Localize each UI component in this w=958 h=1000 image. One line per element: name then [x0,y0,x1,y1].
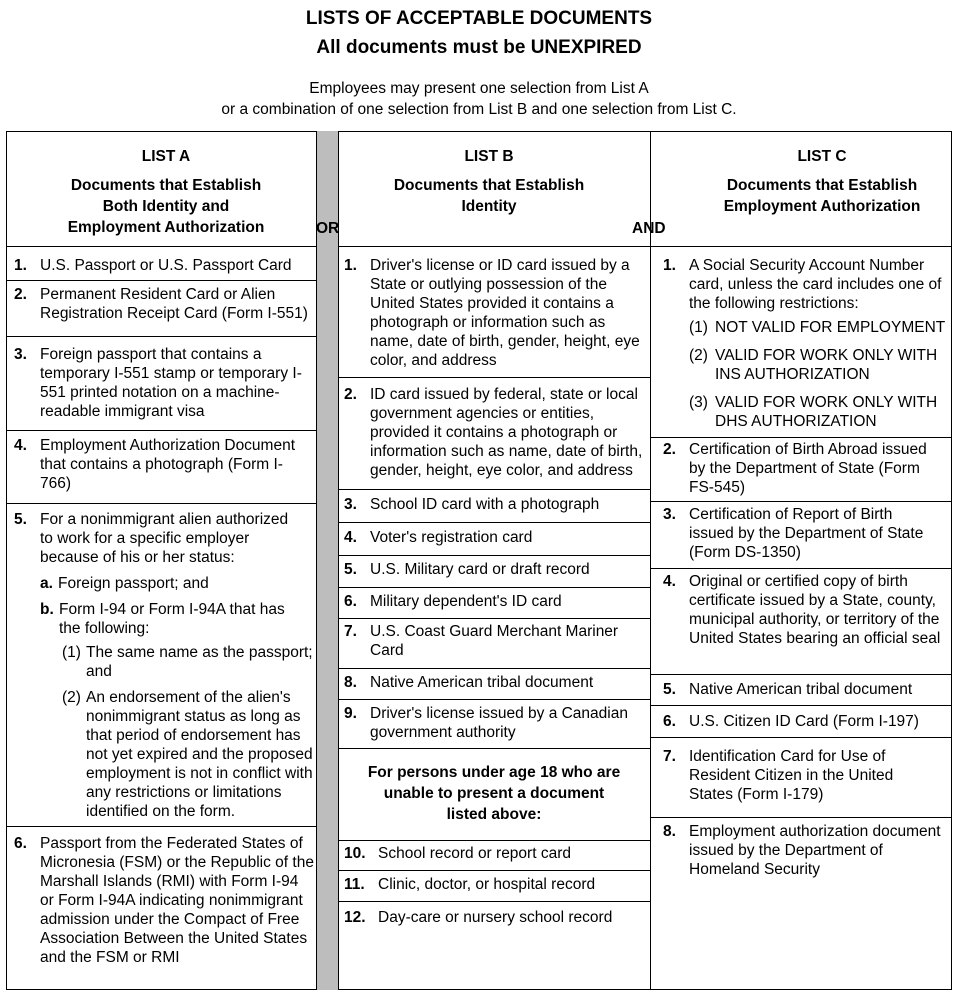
sub-text: Foreign passport; and [58,575,209,592]
item-text: A Social Security Account Number card, unless the card includes one of the following restrictions: [689,257,942,312]
item-number: 1. [344,257,357,274]
item-text: Certification of Report of Birth issued by the Department of State (Form DS-1350) [689,506,924,561]
item-text: ID card issued by federal, state or local government agencies or entities, provided it contains a photograph or information such as name, date of birth, gender, height, eye color, and address [370,386,643,479]
row-divider [650,437,952,438]
row-divider [338,587,650,588]
row-divider [338,555,650,556]
item-number: 1. [663,257,676,274]
column-divider-c [650,131,651,990]
list-b-item [344,256,648,370]
item-number: 6. [663,713,676,730]
item-number: 1. [14,257,27,274]
item-text: Native American tribal document [689,681,913,698]
instructions-line-2: or a combination of one selection from List B and one selection from List C. [221,101,737,118]
list-a-item-5b [40,600,300,638]
item-number: 8. [344,674,357,691]
row-divider [6,826,316,827]
sub-text: VALID FOR WORK ONLY WITH DHS AUTHORIZATION [715,394,938,430]
item-text: U.S. Military card or draft record [370,561,590,578]
item-text: U.S. Coast Guard Merchant Mariner Card [370,623,619,659]
list-c-item [663,572,941,648]
sub-label: (3) [689,394,708,411]
list-c-item [663,747,929,804]
item-number: 5. [344,561,357,578]
list-c-item [663,680,945,699]
row-divider [338,522,650,523]
list-b-desc-line-1: Documents that Establish [393,177,585,194]
row-divider [6,336,316,337]
list-a-item [14,256,314,275]
or-connector: OR [316,220,340,237]
item-text: Original or certified copy of birth certificate issued by a State, county, municipal authority, or territory of the United States bearing an official seal [689,573,941,647]
list-a-item [14,345,304,421]
list-b-item [344,622,634,660]
page-title: LISTS OF ACCEPTABLE DOCUMENTS [305,8,653,29]
minor-note-line-1: For persons under age 18 who are [367,764,621,781]
sub-text: Form I-94 or Form I-94A that has the following: [59,601,285,637]
item-number: 2. [14,286,27,303]
row-divider [650,568,952,569]
item-number: 7. [663,748,676,765]
item-number: 8. [663,823,676,840]
list-c-item [663,505,935,562]
row-divider [650,501,952,502]
sub-label: (2) [689,347,708,364]
list-c-item [663,256,945,313]
item-text: Voter's registration card [370,529,533,546]
list-a-item [14,834,314,967]
item-number: 5. [14,511,27,528]
item-number: 7. [344,623,357,640]
row-divider [338,489,650,490]
item-number: 12. [344,909,366,926]
row-divider [338,246,952,247]
item-text: U.S. Passport or U.S. Passport Card [40,257,292,274]
item-number: 4. [344,529,357,546]
list-b-item [344,673,648,692]
list-a-item [14,510,304,567]
minor-note-line-3: listed above: [446,806,542,823]
item-text: Employment Authorization Document that contains a photograph (Form I-766) [40,437,296,492]
item-text: Driver's license or ID card issued by a State or outlying possession of the United States provided it contains a photograph or information such as name, date of birth, gender, height, eye color, and address [370,257,640,369]
list-b-item [344,385,650,480]
row-divider [650,817,952,818]
list-c-restriction-2 [689,346,949,384]
list-c-restriction-1 [689,318,949,337]
sub-label: (1) [62,644,81,661]
list-a-item-5b2 [62,688,314,821]
row-divider [338,618,650,619]
instructions-line-1: Employees may present one selection from List A [309,80,649,97]
list-c-name: LIST C [797,148,847,165]
item-number: 6. [344,593,357,610]
row-divider [338,840,650,841]
list-c-item [663,712,945,731]
item-text: Employment authorization document issued by the Department of Homeland Security [689,823,941,878]
row-divider [338,377,650,378]
row-divider [6,246,316,247]
list-a-header [6,146,326,238]
item-text: Military dependent's ID card [370,593,562,610]
sub-text: NOT VALID FOR EMPLOYMENT [715,319,946,336]
item-text: Foreign passport that contains a temporary I-551 stamp or temporary I-551 printed notation on a machine-readable immigrant visa [40,346,302,420]
item-number: 11. [344,876,365,893]
row-divider [338,748,650,749]
list-b-item [344,560,648,579]
minor-persons-note [338,762,650,825]
item-text: Native American tribal document [370,674,594,691]
column-divider-a [316,131,317,990]
list-b-item [344,528,648,547]
item-number: 3. [14,346,27,363]
list-c-restriction-3 [689,393,949,431]
row-divider [6,503,316,504]
item-number: 5. [663,681,676,698]
minor-note-line-2: unable to present a document [383,785,605,802]
list-c-item [663,822,945,879]
list-a-desc-line-1: Documents that Establish [70,177,262,194]
list-a-desc-line-3: Employment Authorization [67,219,265,236]
and-connector: AND [632,220,666,237]
item-number: 2. [663,441,676,458]
item-text: Identification Card for Use of Resident Citizen in the United States (Form I-179) [689,748,894,803]
list-b-item [344,875,648,894]
list-c-desc-line-2: Employment Authorization [723,198,921,215]
sub-label: a. [40,575,53,592]
or-separator-band [316,131,338,990]
item-number: 10. [344,845,366,862]
page-subtitle: All documents must be UNEXPIRED [316,37,642,58]
list-a-item [14,436,304,493]
list-b-item [344,592,648,611]
list-b-item [344,844,648,863]
item-number: 6. [14,835,27,852]
item-number: 4. [663,573,676,590]
sub-text: An endorsement of the alien's nonimmigrant status as long as that period of endorsement has not yet expired and the proposed employment is not in conflict with any restrictions or limitations identified on the form. [86,689,313,820]
sub-text: The same name as the passport; and [86,644,313,680]
item-text: Day-care or nursery school record [378,909,613,926]
list-b-name: LIST B [464,148,514,165]
list-a-desc-line-2: Both Identity and [102,198,230,215]
row-divider [338,870,650,871]
item-number: 2. [344,386,357,403]
item-text: School ID card with a photograph [370,496,600,513]
list-c-desc-line-1: Documents that Establish [726,177,918,194]
item-text: Permanent Resident Card or Alien Registration Receipt Card (Form I-551) [40,286,308,322]
list-b-item [344,704,644,742]
sub-label: (2) [62,689,81,706]
list-a-item [14,285,314,323]
item-number: 3. [663,506,676,523]
row-divider [6,430,316,431]
row-divider [6,280,316,281]
item-text: Clinic, doctor, or hospital record [378,876,596,893]
item-number: 9. [344,705,357,722]
item-text: School record or report card [378,845,571,862]
item-number: 3. [344,496,357,513]
item-text: U.S. Citizen ID Card (Form I-197) [689,713,919,730]
list-b-desc-line-2: Identity [461,198,517,215]
list-a-name: LIST A [141,148,191,165]
row-divider [650,674,952,675]
item-text: Passport from the Federated States of Micronesia (FSM) or the Republic of the Marshall Islands (RMI) with Form I-94 or Form I-94A indicating nonimmigrant admission under the Compact of Free Association Between the United States and the FSM or RMI [40,835,314,966]
list-a-item-5b1 [62,643,316,681]
list-b-item [344,908,648,927]
row-divider [650,705,952,706]
list-c-item [663,440,945,497]
item-number: 4. [14,437,27,454]
list-c-header [690,146,954,217]
column-divider-b [338,131,339,990]
row-divider [338,668,650,669]
list-b-header [338,146,640,217]
row-divider [650,737,952,738]
item-text: For a nonimmigrant alien authorized to work for a specific employer because of his or her status: [40,511,289,566]
list-a-item-5a [40,574,310,593]
sub-label: (1) [689,319,708,336]
sub-label: b. [40,601,54,618]
row-divider [338,699,650,700]
list-b-item [344,495,648,514]
item-text: Certification of Birth Abroad issued by the Department of State (Form FS-545) [689,441,927,496]
item-text: Driver's license issued by a Canadian government authority [370,705,628,741]
sub-text: VALID FOR WORK ONLY WITH INS AUTHORIZATION [715,347,938,383]
row-divider [338,901,650,902]
